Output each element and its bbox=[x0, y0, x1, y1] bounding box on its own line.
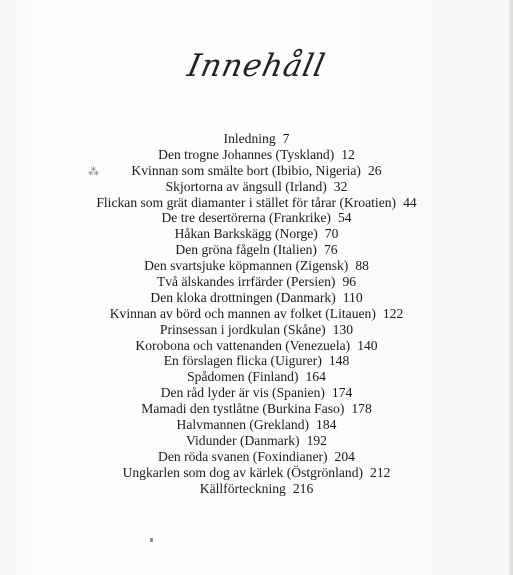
toc-entry bbox=[0, 179, 513, 195]
toc-entry-page: 140 bbox=[357, 337, 378, 353]
toc-entry bbox=[0, 258, 513, 274]
toc-entry-page: 12 bbox=[341, 146, 355, 162]
toc-entry-page: 96 bbox=[342, 274, 357, 290]
toc-entry bbox=[0, 433, 513, 449]
toc-entry-title: Håkan Barkskägg (Norge) bbox=[174, 226, 318, 242]
toc-entry bbox=[0, 306, 513, 322]
toc-entry bbox=[0, 385, 513, 401]
toc-entry-page: 70 bbox=[324, 226, 339, 242]
toc-entry-page: 122 bbox=[382, 305, 404, 321]
toc-entry bbox=[0, 417, 513, 433]
toc-entry bbox=[0, 338, 513, 354]
toc-entry-title: Mamadi den tystlåtne (Burkina Faso) bbox=[141, 401, 345, 417]
toc-entry bbox=[0, 131, 513, 147]
toc-entry bbox=[0, 465, 513, 481]
toc-entry-page: 174 bbox=[331, 385, 353, 401]
toc-entry-title: En förslagen flicka (Uigurer) bbox=[163, 353, 322, 369]
toc-entry-page: 44 bbox=[403, 194, 417, 210]
toc-entry-title: Källförteckning bbox=[199, 480, 286, 496]
paper-speck-mark bbox=[150, 538, 153, 542]
toc-entry-page: 76 bbox=[323, 242, 338, 258]
toc-entry-page: 148 bbox=[328, 353, 350, 369]
page-title: Innehåll bbox=[184, 48, 329, 84]
toc-entry-title: Spådomen (Finland) bbox=[187, 369, 299, 385]
toc-entry bbox=[0, 195, 513, 211]
paper-speck-mark: ⁂ bbox=[88, 165, 99, 178]
toc-entry-title: Den röda svanen (Foxindianer) bbox=[158, 448, 328, 464]
toc-entry bbox=[0, 322, 513, 338]
toc-entry-title: Skjortorna av ängsull (Irland) bbox=[165, 178, 327, 194]
toc-entry-title: Prinsessan i jordkulan (Skåne) bbox=[159, 321, 326, 337]
toc-entry-page: 216 bbox=[292, 480, 314, 496]
toc-entry-page: 7 bbox=[282, 131, 290, 146]
toc-entry-page: 110 bbox=[342, 289, 363, 305]
toc-entry-title: Inledning bbox=[223, 131, 276, 146]
toc-entry-title: Den kloka drottningen (Danmark) bbox=[150, 289, 336, 305]
toc-entry-page: 164 bbox=[305, 369, 326, 385]
toc-entry bbox=[0, 242, 513, 258]
toc-entry bbox=[0, 163, 513, 179]
toc-entry-page: 184 bbox=[316, 417, 337, 433]
toc-entry-page: 178 bbox=[351, 401, 372, 417]
toc-entry-title: Flickan som grät diamanter i stället för tårar (Kroatien) bbox=[96, 194, 397, 210]
toc-entry bbox=[0, 274, 513, 290]
toc-entry-page: 32 bbox=[333, 178, 348, 194]
toc-entry-title: Två älskandes irrfärder (Persien) bbox=[156, 274, 336, 290]
toc-entry bbox=[0, 353, 513, 369]
toc-entry-title: Vidunder (Danmark) bbox=[186, 432, 300, 448]
toc-entry-title: Den råd lyder är vis (Spanien) bbox=[160, 385, 325, 401]
toc-entry bbox=[0, 401, 513, 417]
toc-entry bbox=[0, 226, 513, 242]
toc-entry-title: Kvinnan som smälte bort (Ibibio, Nigeria) bbox=[131, 162, 361, 178]
toc-entry-page: 212 bbox=[370, 464, 391, 480]
toc-entry-title: Kvinnan av börd och mannen av folket (Litauen) bbox=[109, 305, 376, 321]
toc-entry-page: 54 bbox=[337, 210, 352, 226]
toc-entry bbox=[0, 369, 513, 385]
toc-entry bbox=[0, 449, 513, 465]
toc-entry-title: Halvmannen (Grekland) bbox=[176, 417, 310, 433]
toc-entry-page: 88 bbox=[355, 258, 369, 274]
toc-entry-title: Korobona och vattenanden (Venezuela) bbox=[135, 337, 351, 353]
toc-entry-title: De tre desertörerna (Frankrike) bbox=[161, 210, 331, 226]
toc-entry-page: 192 bbox=[306, 432, 327, 448]
toc-entry bbox=[0, 147, 513, 163]
toc-entry-page: 204 bbox=[334, 448, 355, 464]
toc-entry-title: Den trogne Johannes (Tyskland) bbox=[158, 146, 335, 162]
toc-entry-title: Den gröna fågeln (Italien) bbox=[175, 242, 317, 258]
table-of-contents bbox=[0, 131, 513, 496]
toc-entry-page: 26 bbox=[367, 162, 382, 178]
toc-entry-title: Ungkarlen som dog av kärlek (Östgrönland) bbox=[122, 464, 364, 480]
toc-entry-title: Den svartsjuke köpmannen (Zigensk) bbox=[144, 258, 349, 274]
toc-entry bbox=[0, 290, 513, 306]
toc-entry-page: 130 bbox=[332, 321, 354, 337]
toc-entry bbox=[0, 481, 513, 497]
toc-entry bbox=[0, 210, 513, 226]
